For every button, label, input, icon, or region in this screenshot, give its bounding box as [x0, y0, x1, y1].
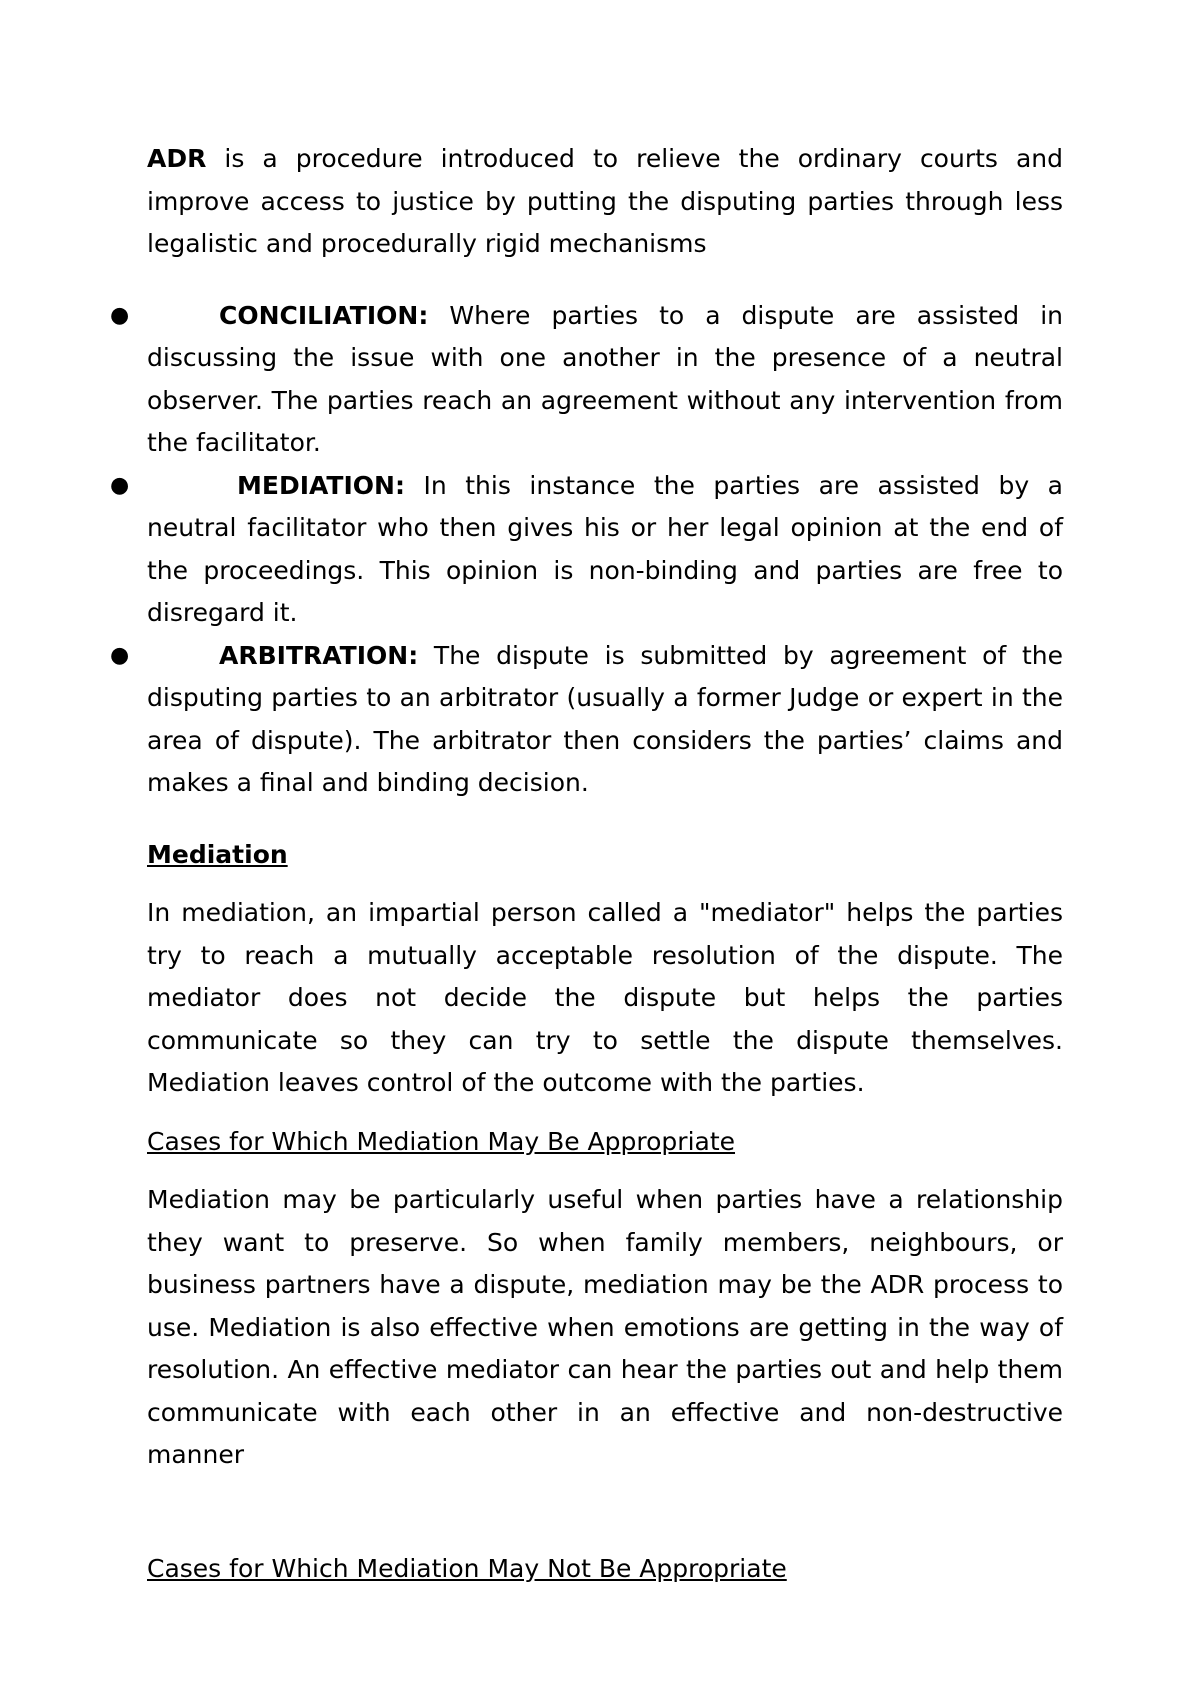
appropriate-heading: Cases for Which Mediation May Be Appropriate [147, 1126, 736, 1156]
arbitration-term: ARBITRATION: [219, 640, 419, 670]
mediation-text: In this instance the parties are assisted by a neutral facilitator who then gives his or her legal opinion at the end of the proceedings. This opinion is non-binding and parties are free to disregard it. [147, 470, 1063, 627]
bullet-icon: ● [110, 472, 130, 498]
intro-term: ADR [147, 144, 207, 173]
arbitration-text: The dispute is submitted by agreement of the disputing parties to an arbitrator (usually a former Judge or expert in the area of dispute). The arbitrator then considers the parties’ claims and makes a final and binding decision. [147, 640, 1063, 797]
adr-types-list [110, 295, 1063, 805]
list-item-mediation [110, 465, 1063, 635]
mediation-term: MEDIATION: [237, 470, 405, 500]
appropriate-paragraph: Mediation may be particularly useful when parties have a relationship they want to preserve. So when family members, neighbours, or business partners have a dispute, mediation may be the ADR process to use. Mediation is also effective when emotions are getting in the way of resolution. An effective mediator can hear the parties out and help them communicate with each other in an effective and non-destructive manner [147, 1185, 1063, 1469]
bullet-icon: ● [110, 302, 130, 328]
mediation-paragraph: In mediation, an impartial person called a "mediator" helps the parties try to reach a mutually acceptable resolution of the dispute. The mediator does not decide the dispute but helps the parties communicate so they can try to settle the dispute themselves. Mediation leaves control of the outcome with the parties. [147, 898, 1063, 1097]
not-appropriate-heading: Cases for Which Mediation May Not Be Appropriate [147, 1553, 787, 1583]
mediation-heading: Mediation [147, 839, 288, 869]
conciliation-term: CONCILIATION: [219, 300, 429, 330]
document-body [110, 138, 1063, 1590]
list-item-conciliation [110, 295, 1063, 465]
bullet-icon: ● [110, 642, 130, 668]
list-item-arbitration [110, 635, 1063, 805]
intro-paragraph [147, 138, 1063, 266]
conciliation-text: Where parties to a dispute are assisted in discussing the issue with one another in the presence of a neutral observer. The parties reach an agreement without any intervention from the facilitator. [147, 300, 1063, 457]
intro-text: is a procedure introduced to relieve the ordinary courts and improve access to justice by putting the disputing parties through less legalistic and procedurally rigid mechanisms [147, 144, 1063, 258]
